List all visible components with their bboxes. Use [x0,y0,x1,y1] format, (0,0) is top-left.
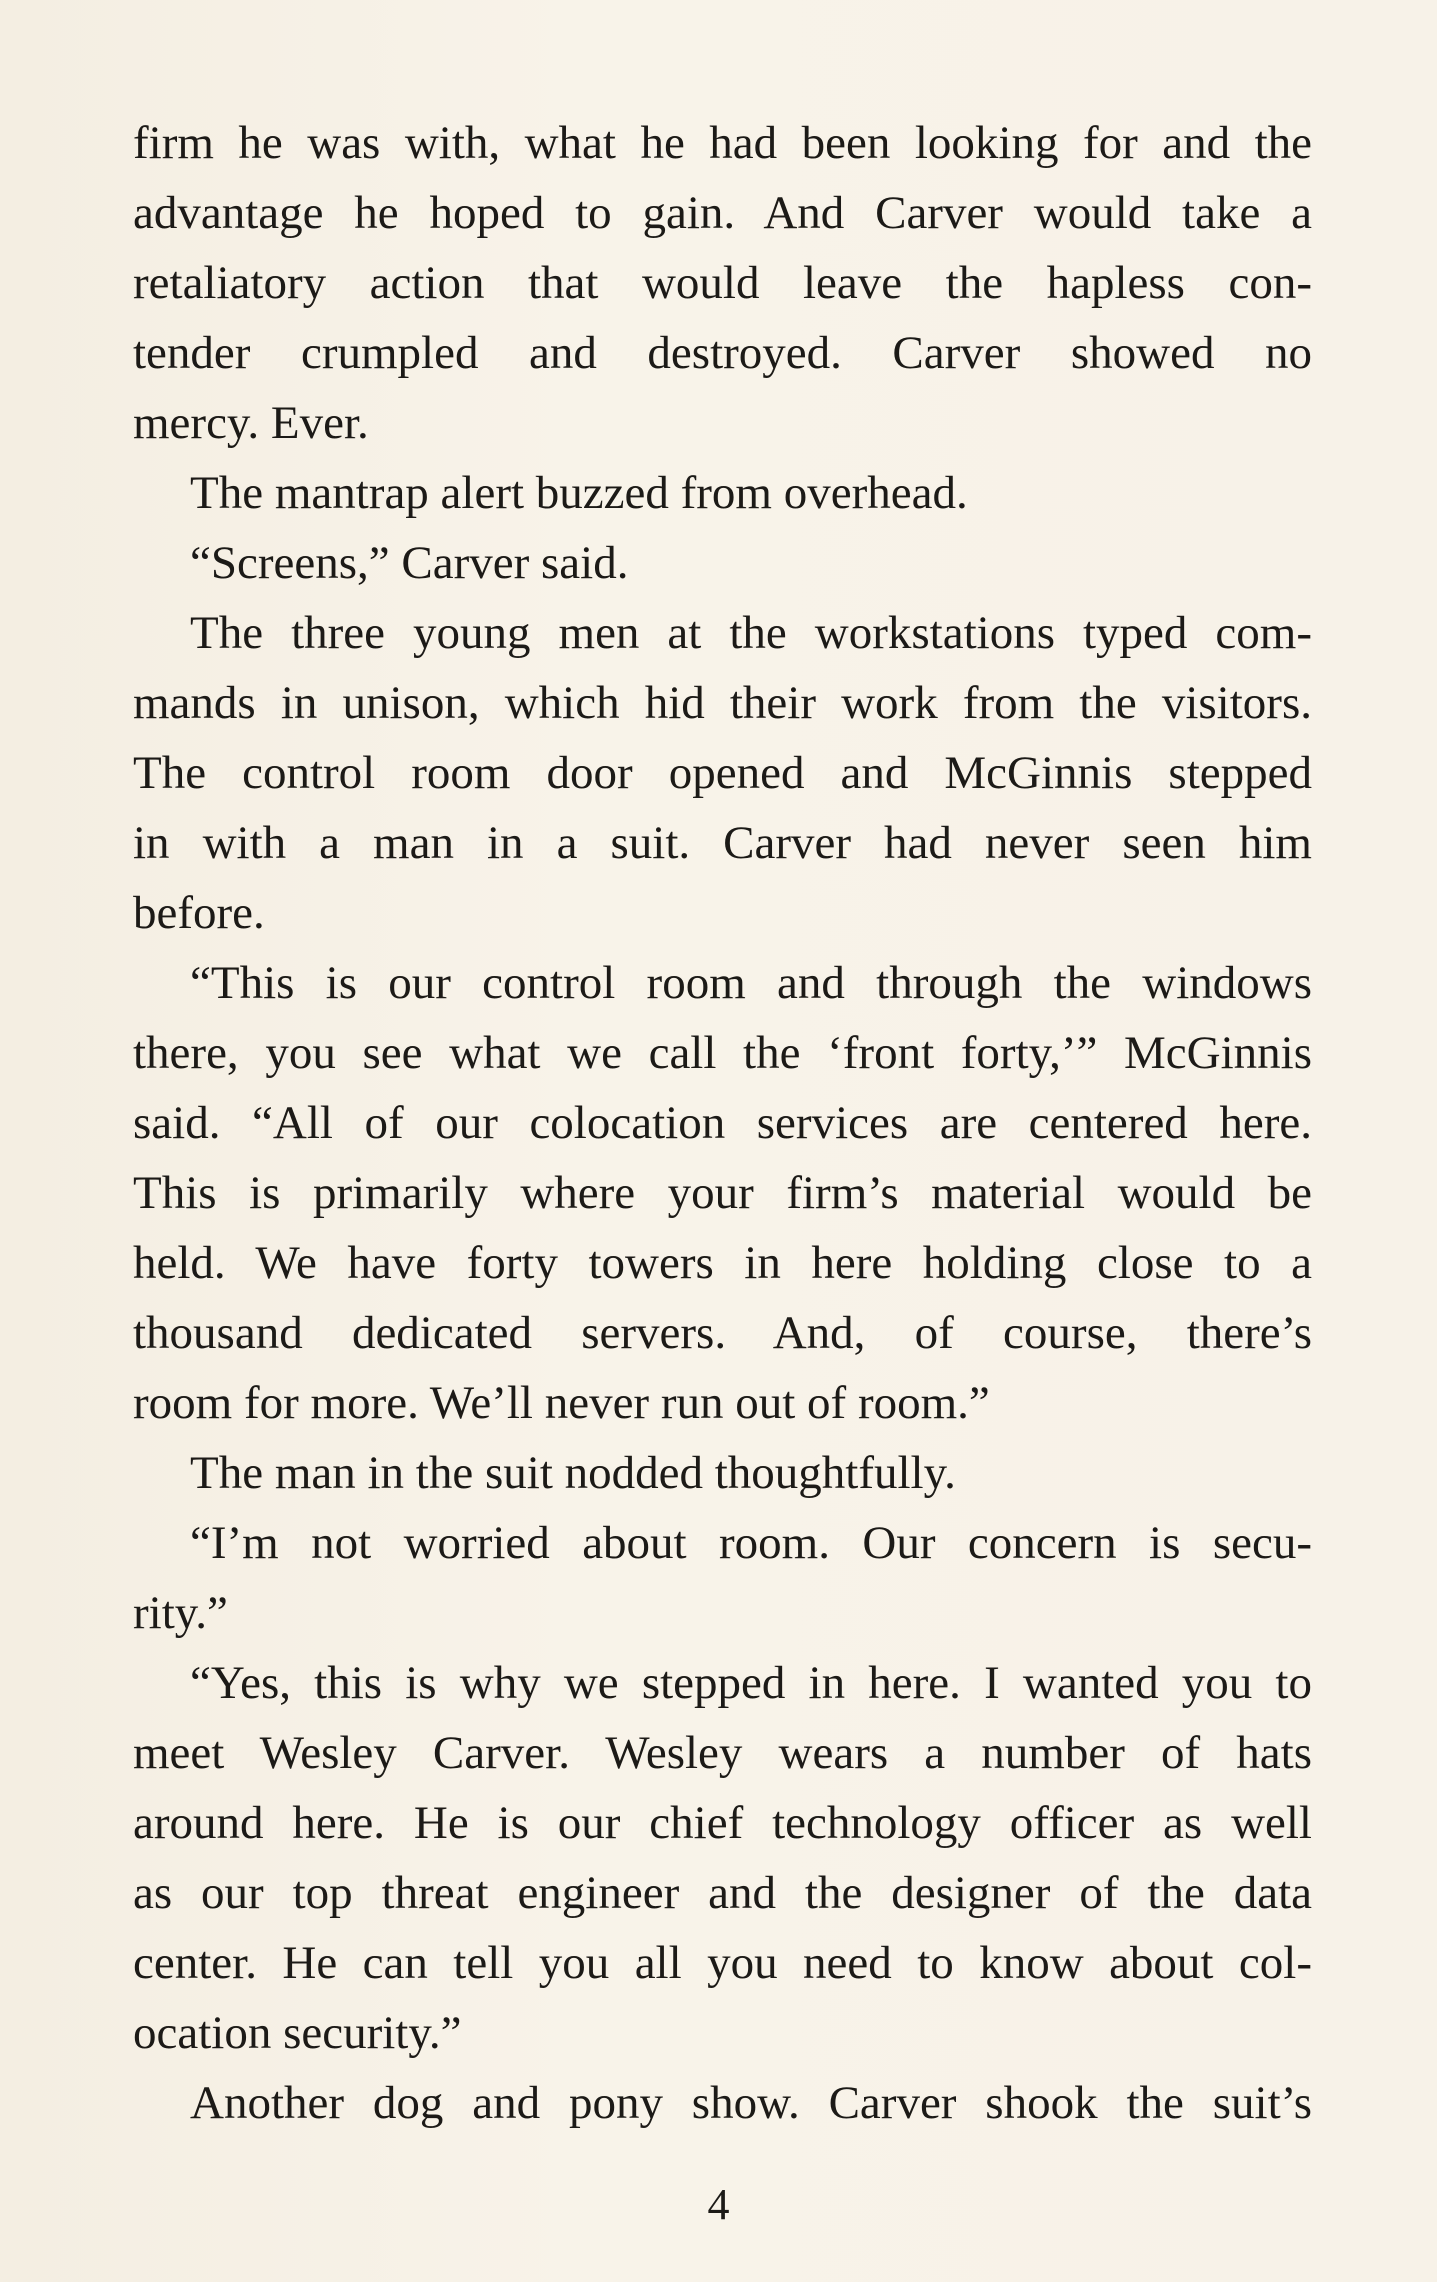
text-line: tender crumpled and destroyed. Carver showed no [133,327,1312,379]
body-text [133,108,1312,2138]
page-number: 4 [707,2180,730,2229]
text-line: mands in unison, which hid their work from the visitors. [133,677,1312,729]
text-line: The man in the suit nodded thoughtfully. [190,1447,956,1499]
text-line: The control room door opened and McGinnis stepped [133,747,1312,799]
text-line: retaliatory action that would leave the hapless con- [133,257,1312,309]
text-line: The mantrap alert buzzed from overhead. [190,467,968,519]
text-line: firm he was with, what he had been looking for and the [133,117,1312,169]
text-line: said. “All of our colocation services are centered here. [133,1097,1312,1149]
text-line: “This is our control room and through the windows [190,957,1312,1009]
text-line: thousand dedicated servers. And, of course, there’s [133,1307,1312,1359]
text-line: there, you see what we call the ‘front forty,’” McGinnis [133,1027,1312,1079]
text-line: “I’m not worried about room. Our concern is secu- [190,1517,1312,1569]
text-line: center. He can tell you all you need to know about col- [133,1937,1312,1989]
text-line: advantage he hoped to gain. And Carver would take a [133,187,1312,239]
text-line: in with a man in a suit. Carver had never seen him [133,817,1312,869]
text-line: room for more. We’ll never run out of room.” [133,1377,990,1429]
text-line: mercy. Ever. [133,397,369,449]
text-line: The three young men at the workstations typed com- [190,607,1312,659]
text-line: “Yes, this is why we stepped in here. I wanted you to [190,1657,1312,1709]
text-line: meet Wesley Carver. Wesley wears a number of hats [133,1727,1312,1779]
text-line: ocation security.” [133,2007,462,2059]
text-line: held. We have forty towers in here holding close to a [133,1237,1312,1289]
text-line: around here. He is our chief technology officer as well [133,1797,1312,1849]
text-line: Another dog and pony show. Carver shook the suit’s [190,2077,1312,2129]
text-line: before. [133,887,265,939]
text-line: as our top threat engineer and the designer of the data [133,1867,1312,1919]
text-line: This is primarily where your firm’s material would be [133,1167,1312,1219]
text-line: rity.” [133,1587,228,1639]
text-line: “Screens,” Carver said. [190,537,629,589]
